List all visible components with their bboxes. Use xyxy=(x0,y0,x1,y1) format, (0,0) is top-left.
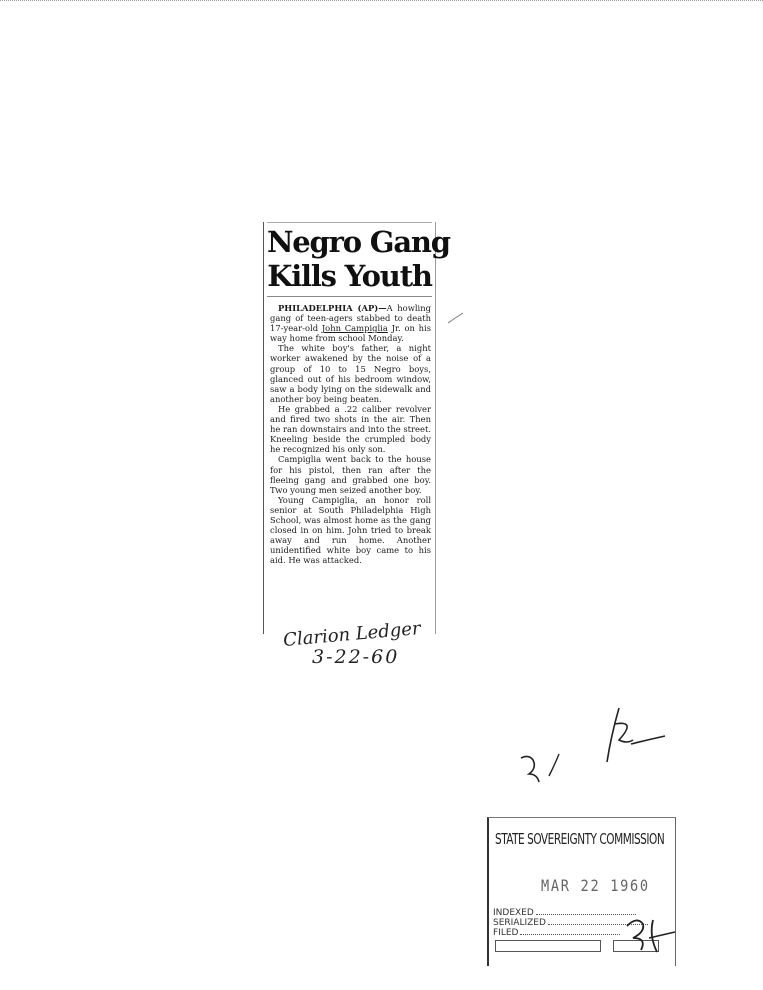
article-paragraph-1-text: A howling gang of teen-agers stabbed to death 17-year-old xyxy=(270,303,431,334)
clipping-headline xyxy=(267,222,450,297)
serialized-label: SERIALIZED xyxy=(493,918,546,928)
article-paragraph-3: He grabbed a .22 caliber revolver and fired two shots in the air. Then he ran downstairs and into the street. Kneeling beside the crumpled body he recognized his only son. xyxy=(270,403,431,455)
headline-line-1: Negro Gang xyxy=(267,225,450,259)
headline-line-2: Kills Youth xyxy=(267,259,432,293)
stamp-date: MAR 22 1960 xyxy=(541,876,650,895)
article-body xyxy=(264,297,435,565)
stamp-handwritten-number xyxy=(619,912,679,958)
article-paragraph-4: Campiglia went back to the house for his pistol, then ran after the fleeing gang and grabbed one boy. Two young men seized another boy. xyxy=(270,454,431,495)
article-paragraph-5: Young Campiglia, an honor roll senior at South Philadelphia High School, was almost home as the gang closed in on him. John tried to break away and run home. Another unidentified white boy came to his aid. He was attacked. xyxy=(270,494,431,566)
indexed-label: INDEXED xyxy=(493,908,534,918)
handwritten-date: 3-22-60 xyxy=(312,646,400,668)
stamp-row-indexed xyxy=(493,908,636,918)
state-sovereignty-commission-stamp xyxy=(487,817,676,966)
stamp-title: STATE SOVEREIGNTY COMMISSION xyxy=(495,830,665,848)
newspaper-clipping xyxy=(263,222,450,634)
stamp-row-filed xyxy=(493,928,620,938)
handwritten-initials-mark xyxy=(515,700,675,790)
article-dateline: PHILADELPHIA (AP)— xyxy=(278,303,387,313)
article-paragraph-2: The white boy's father, a night worker awakened by the noise of a group of 10 to 15 Negro boys, glanced out of his bedroom window, saw a body lying on the sidewalk and another boy being beaten. xyxy=(270,343,431,404)
top-edge-dotted-line xyxy=(0,0,763,5)
underlined-name: John Campiglia xyxy=(321,323,388,334)
handwritten-source: Clarion Ledger xyxy=(282,618,422,651)
article-paragraph-1-text-end: Jr. on his way home from school Monday. xyxy=(270,323,431,344)
filed-label: FILED xyxy=(493,928,519,938)
stamp-box-left xyxy=(495,940,601,952)
margin-pencil-mark xyxy=(446,310,466,326)
article-paragraph-1 xyxy=(270,303,431,343)
